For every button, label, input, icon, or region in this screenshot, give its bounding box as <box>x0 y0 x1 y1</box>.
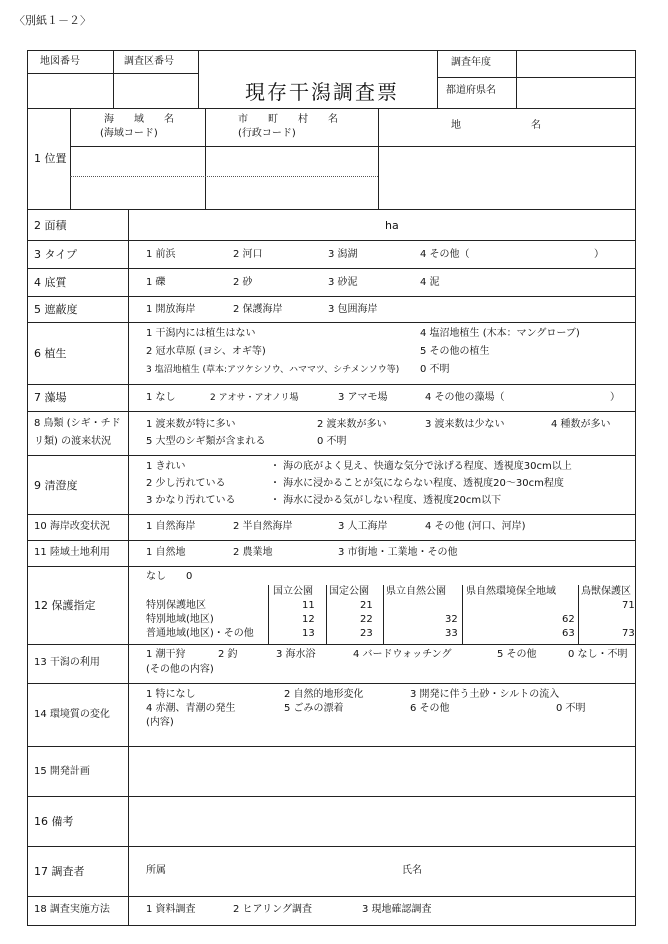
coast-option-4[interactable]: 4 その他 (河口、河岸) <box>425 521 526 532</box>
usage-option-2[interactable]: 2 釣 <box>218 649 238 660</box>
birds-label-line1: 8 鳥類 (シギ・チド <box>34 418 121 429</box>
area-label: 2 面積 <box>34 219 67 232</box>
row-divider <box>27 514 636 515</box>
usage-option-4[interactable]: 4 バードウォッチング <box>353 649 452 660</box>
divider <box>383 585 384 644</box>
envchange-option-2[interactable]: 2 自然的地形変化 <box>284 689 364 700</box>
development-label: 15 開発計画 <box>34 766 90 777</box>
type-option-4[interactable]: 4 その他（ <box>420 249 470 260</box>
protection-label: 12 保護指定 <box>34 599 96 612</box>
protection-header-2: 国定公園 <box>329 586 369 597</box>
vegetation-label: 6 植生 <box>34 347 67 360</box>
envchange-option-0[interactable]: 0 不明 <box>556 703 586 714</box>
shelter-option-3[interactable]: 3 包囲海岸 <box>328 304 378 315</box>
seaweed-option-4[interactable]: 4 その他の藻場（ <box>425 392 505 403</box>
envchange-option-6[interactable]: 6 その他 <box>410 703 450 714</box>
envchange-content: (内容) <box>146 717 174 728</box>
type-option-1[interactable]: 1 前浜 <box>146 249 176 260</box>
protection-header-4: 県自然環境保全地域 <box>466 586 556 597</box>
protection-row-3-code-4[interactable]: 63 <box>562 628 575 639</box>
remarks-label: 16 備考 <box>34 815 74 828</box>
protection-row-1-code-1[interactable]: 11 <box>302 600 315 611</box>
coast-option-3[interactable]: 3 人工海岸 <box>338 521 388 532</box>
substrate-label: 4 底質 <box>34 276 67 289</box>
row-divider <box>27 240 636 241</box>
map-number-field[interactable] <box>28 74 112 107</box>
area-unit: ha <box>385 219 399 232</box>
clarity-desc-1: ・ 海の底がよく見え、快適な気分で泳げる程度、透視度30cm以上 <box>270 461 572 472</box>
prefecture-field[interactable] <box>517 78 634 107</box>
survey-year-field[interactable] <box>517 51 634 76</box>
divider <box>578 585 579 644</box>
seaweed-option-3[interactable]: 3 アマモ場 <box>338 392 388 403</box>
usage-option-1[interactable]: 1 潮干狩 <box>146 649 186 660</box>
row-divider <box>27 896 636 897</box>
row-divider <box>27 209 636 210</box>
surveyor-label: 17 調査者 <box>34 865 85 878</box>
protection-row-2-code-4[interactable]: 62 <box>562 614 575 625</box>
survey-year-label: 調査年度 <box>451 57 491 68</box>
landuse-label: 11 陸域土地利用 <box>34 547 110 558</box>
clarity-desc-2: ・ 海水に浸かることが気にならない程度、透視度20～30cm程度 <box>270 478 564 489</box>
protection-row-3-code-3[interactable]: 33 <box>445 628 458 639</box>
protection-none[interactable]: なし 0 <box>146 571 193 582</box>
substrate-option-4[interactable]: 4 泥 <box>420 277 440 288</box>
method-label: 18 調査実施方法 <box>34 904 110 915</box>
row-divider <box>27 540 636 541</box>
row-divider <box>27 455 636 456</box>
seaweed-option-4-close: ） <box>610 392 620 403</box>
protection-row-3-name: 普通地域(地区)・その他 <box>146 628 254 639</box>
usage-label: 13 干潟の利用 <box>34 657 100 668</box>
birds-option-3[interactable]: 3 渡来数は少ない <box>425 419 505 430</box>
sea-code-label: (海域コード) <box>100 128 158 139</box>
divider <box>198 50 199 108</box>
protection-header-1: 国立公園 <box>273 586 313 597</box>
row-divider <box>27 108 636 109</box>
divider <box>437 50 438 108</box>
envchange-option-5[interactable]: 5 ごみの漂着 <box>284 703 344 714</box>
municipality-label: 市 町 村 名 <box>238 114 338 125</box>
row-divider <box>27 746 636 747</box>
envchange-option-4[interactable]: 4 赤潮、青潮の発生 <box>146 703 236 714</box>
row-divider <box>27 296 636 297</box>
coast-option-2[interactable]: 2 半自然海岸 <box>233 521 293 532</box>
protection-header-5: 鳥獣保護区 <box>581 586 631 597</box>
type-option-4-close: ） <box>594 249 604 260</box>
sea-area-label: 海 域 名 <box>104 114 174 125</box>
surveyor-name-label: 氏名 <box>402 865 422 876</box>
clarity-option-1[interactable]: 1 きれい <box>146 461 186 472</box>
admin-code-label: (行政コード) <box>238 128 296 139</box>
attachment-label: 〈別紙１－２〉 <box>14 14 91 27</box>
position-label: 1 位置 <box>34 152 67 165</box>
seaweed-option-2[interactable]: 2 アオサ・アオノリ場 <box>210 393 299 403</box>
shelter-option-2[interactable]: 2 保護海岸 <box>233 304 283 315</box>
birds-option-2[interactable]: 2 渡来数が多い <box>317 419 387 430</box>
seaweed-option-1[interactable]: 1 なし <box>146 392 176 403</box>
page-title: 現存干潟調査票 <box>245 80 399 104</box>
divider <box>462 585 463 644</box>
place-name-label: 地 名 <box>451 120 541 131</box>
divider <box>128 209 129 926</box>
birds-option-5[interactable]: 5 大型のシギ類が含まれる <box>146 436 266 447</box>
seaweed-label: 7 藻場 <box>34 391 67 404</box>
type-option-2[interactable]: 2 河口 <box>233 249 263 260</box>
landuse-option-1[interactable]: 1 自然地 <box>146 547 186 558</box>
surveyor-affiliation-label: 所属 <box>146 865 166 876</box>
usage-option-5[interactable]: 5 その他 <box>497 649 537 660</box>
envchange-option-3[interactable]: 3 開発に伴う土砂・シルトの流入 <box>410 689 560 700</box>
protection-row-1-name: 特別保護地区 <box>146 600 206 611</box>
shelter-option-1[interactable]: 1 開放海岸 <box>146 304 196 315</box>
protection-row-1-code-5[interactable]: 71 <box>622 600 635 611</box>
divider <box>268 585 269 644</box>
row-divider <box>27 683 636 684</box>
type-label: 3 タイプ <box>34 248 77 261</box>
substrate-option-3[interactable]: 3 砂泥 <box>328 277 358 288</box>
map-number-label: 地図番号 <box>40 56 80 67</box>
row-divider <box>27 644 636 645</box>
protection-header-3: 県立自然公園 <box>386 586 446 597</box>
sea-area-field[interactable] <box>71 147 204 175</box>
prefecture-label: 都道府県名 <box>446 85 496 96</box>
protection-row-2-code-2[interactable]: 22 <box>360 614 373 625</box>
shelter-label: 5 遮蔽度 <box>34 303 78 316</box>
usage-option-3[interactable]: 3 海水浴 <box>276 649 316 660</box>
protection-row-2-code-1[interactable]: 12 <box>302 614 315 625</box>
place-name-field[interactable] <box>379 147 634 208</box>
vegetation-option-4[interactable]: 4 塩沼地植生 (木本：マングローブ) <box>420 328 580 339</box>
row-divider <box>27 796 636 797</box>
envchange-option-1[interactable]: 1 特になし <box>146 689 196 700</box>
protection-row-2-name: 特別地域(地区) <box>146 614 214 625</box>
remarks-field[interactable] <box>130 798 634 845</box>
substrate-option-1[interactable]: 1 礫 <box>146 277 166 288</box>
vegetation-option-3[interactable]: 3 塩沼地植生 (草本:アツケシソウ、ハママツ、シチメンソウ等) <box>146 365 400 375</box>
divider <box>326 585 327 644</box>
vegetation-option-0[interactable]: 0 不明 <box>420 364 450 375</box>
row-divider <box>27 384 636 385</box>
admin-code-field[interactable] <box>206 177 377 208</box>
birds-option-4[interactable]: 4 種数が多い <box>551 419 611 430</box>
survey-area-number-label: 調査区番号 <box>124 56 174 67</box>
protection-row-2-code-3[interactable]: 32 <box>445 614 458 625</box>
area-field[interactable] <box>130 211 634 239</box>
birds-option-1[interactable]: 1 渡来数が特に多い <box>146 419 236 430</box>
birds-option-0[interactable]: 0 不明 <box>317 436 347 447</box>
protection-row-1-code-2[interactable]: 21 <box>360 600 373 611</box>
surveyor-affiliation-field[interactable] <box>176 856 396 886</box>
landuse-option-2[interactable]: 2 農業地 <box>233 547 273 558</box>
clarity-label: 9 清澄度 <box>34 479 78 492</box>
row-divider <box>27 411 636 412</box>
clarity-option-2[interactable]: 2 少し汚れている <box>146 478 226 489</box>
vegetation-option-2[interactable]: 2 冠水草原 (ヨシ、オギ等) <box>146 346 266 357</box>
usage-option-0[interactable]: 0 なし・不明 <box>568 649 628 660</box>
envchange-label: 14 環境質の変化 <box>34 709 110 720</box>
row-divider <box>27 322 636 323</box>
protection-row-3-code-1[interactable]: 13 <box>302 628 315 639</box>
sea-code-field[interactable] <box>71 177 204 208</box>
usage-other-content: (その他の内容) <box>146 664 214 675</box>
method-option-1[interactable]: 1 資料調査 <box>146 904 196 915</box>
birds-label-line2: リ類) の渡来状況 <box>34 436 112 447</box>
clarity-desc-3: ・ 海水に浸かる気がしない程度、透視度20cm以下 <box>270 495 502 506</box>
row-divider <box>27 846 636 847</box>
protection-row-3-code-2[interactable]: 23 <box>360 628 373 639</box>
method-option-2[interactable]: 2 ヒアリング調査 <box>233 904 312 915</box>
coast-label: 10 海岸改変状況 <box>34 521 110 532</box>
survey-area-number-field[interactable] <box>114 74 198 107</box>
vegetation-option-5[interactable]: 5 その他の植生 <box>420 346 490 357</box>
protection-row-3-code-5[interactable]: 73 <box>622 628 635 639</box>
row-divider <box>27 566 636 567</box>
municipality-field[interactable] <box>206 147 377 175</box>
type-option-3[interactable]: 3 潟湖 <box>328 249 358 260</box>
substrate-option-2[interactable]: 2 砂 <box>233 277 253 288</box>
landuse-option-3[interactable]: 3 市街地・工業地・その他 <box>338 547 458 558</box>
coast-option-1[interactable]: 1 自然海岸 <box>146 521 196 532</box>
surveyor-name-field[interactable] <box>430 856 630 886</box>
method-option-3[interactable]: 3 現地確認調査 <box>362 904 432 915</box>
clarity-option-3[interactable]: 3 かなり汚れている <box>146 495 236 506</box>
development-field[interactable] <box>130 748 634 795</box>
row-divider <box>27 268 636 269</box>
vegetation-option-1[interactable]: 1 干潟内には植生はない <box>146 328 256 339</box>
